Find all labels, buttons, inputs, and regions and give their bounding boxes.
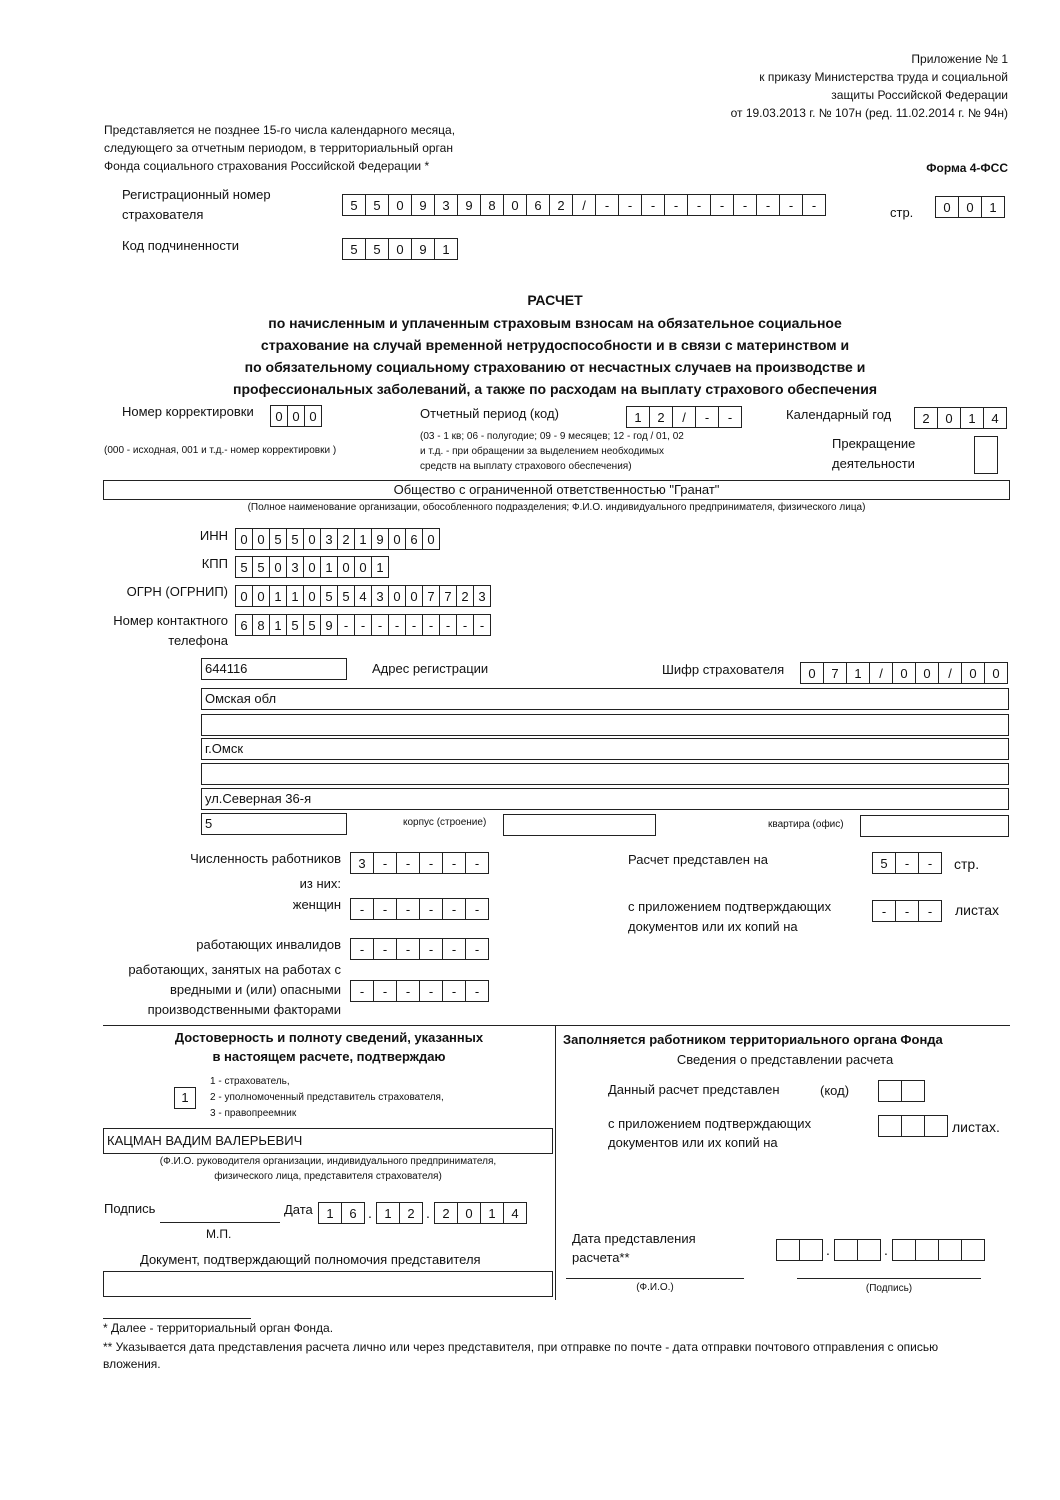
digit-cell[interactable]: [834, 1239, 858, 1261]
digit-cell[interactable]: 5: [342, 194, 366, 216]
digit-cell[interactable]: -: [895, 900, 919, 922]
digit-cell[interactable]: -: [350, 938, 374, 960]
digit-cell[interactable]: 0: [961, 662, 985, 684]
digit-cell[interactable]: /: [938, 662, 962, 684]
digit-cell[interactable]: 9: [371, 528, 389, 550]
fund-submitted-label: Данный расчет представлен: [608, 1082, 780, 1097]
digit-cell[interactable]: -: [872, 900, 896, 922]
fund-attach-label-1: с приложением подтверждающих: [608, 1116, 812, 1131]
hazardous-label-1: работающих, занятых на работах с: [128, 962, 341, 977]
cell-separator: .: [884, 1242, 888, 1258]
digit-cell[interactable]: 0: [984, 662, 1008, 684]
subordination-code[interactable]: [342, 238, 457, 260]
digit-cell[interactable]: 0: [388, 238, 412, 260]
period-code[interactable]: [626, 406, 741, 428]
termination-checkbox[interactable]: [974, 436, 998, 474]
digit-cell[interactable]: 9: [320, 614, 338, 636]
digit-cell[interactable]: -: [473, 614, 491, 636]
digit-cell[interactable]: [901, 1115, 925, 1137]
digit-cell[interactable]: -: [710, 194, 734, 216]
digit-cell[interactable]: 5: [342, 238, 366, 260]
footnote-2: ** Указывается дата представления расчета лично или через представителя, при отправке по почте - дата отправки почтового отправления с описью: [103, 1340, 939, 1354]
digit-cell[interactable]: -: [396, 980, 420, 1002]
fund-attach-count[interactable]: [878, 1115, 947, 1137]
registration-label-1: Регистрационный номер: [122, 187, 271, 202]
fund-subtitle: Сведения о представлении расчета: [676, 1052, 894, 1067]
digit-cell[interactable]: 0: [269, 556, 287, 578]
correction-label: Номер корректировки: [122, 404, 254, 419]
fund-sign-caption: (Подпись): [865, 1283, 913, 1294]
digit-cell[interactable]: 1: [269, 614, 287, 636]
digit-cell[interactable]: 2: [399, 1202, 423, 1224]
digit-cell[interactable]: -: [373, 938, 397, 960]
digit-cell[interactable]: 0: [235, 528, 253, 550]
digit-cell[interactable]: 0: [405, 585, 423, 607]
digit-cell[interactable]: 6: [405, 528, 423, 550]
signer-caption-1: (Ф.И.О. руководителя организации, индивидуального предпринимателя,: [159, 1156, 497, 1167]
digit-cell[interactable]: -: [779, 194, 803, 216]
digit-cell[interactable]: 0: [503, 194, 527, 216]
digit-cell[interactable]: -: [442, 852, 466, 874]
digit-cell[interactable]: 6: [235, 614, 253, 636]
digit-cell[interactable]: 5: [286, 614, 304, 636]
fund-title: Заполняется работником территориального органа Фонда: [563, 1032, 943, 1047]
form-title: РАСЧЕТ: [527, 292, 583, 308]
digit-cell[interactable]: 5: [252, 556, 270, 578]
fund-attach-label-2: документов или их копий на: [608, 1135, 778, 1150]
digit-cell[interactable]: [901, 1080, 925, 1102]
kpp-number[interactable]: [235, 556, 388, 578]
digit-cell[interactable]: 1: [480, 1202, 504, 1224]
digit-cell[interactable]: 3: [350, 852, 374, 874]
digit-cell[interactable]: 0: [388, 528, 406, 550]
ogrn-label: ОГРН (ОГРНИП): [126, 584, 228, 599]
attach-label-1: с приложением подтверждающих: [628, 899, 832, 914]
digit-cell[interactable]: 3: [286, 556, 304, 578]
digit-cell[interactable]: 5: [320, 585, 338, 607]
digit-cell[interactable]: -: [422, 614, 440, 636]
digit-cell[interactable]: 4: [354, 585, 372, 607]
digit-cell[interactable]: 2: [649, 406, 673, 428]
digit-cell[interactable]: -: [756, 194, 780, 216]
digit-cell[interactable]: 0: [388, 194, 412, 216]
form-title-line-2: страхование на случай временной нетрудоспособности и в связи с материнством и: [260, 337, 850, 353]
digit-cell[interactable]: -: [733, 194, 757, 216]
insurer-code[interactable]: [800, 662, 1007, 684]
appendix-line-1: Приложение № 1: [911, 52, 1008, 66]
digit-cell[interactable]: 5: [337, 585, 355, 607]
pages-unit: стр.: [954, 856, 980, 872]
digit-cell[interactable]: 1: [318, 1202, 342, 1224]
digit-cell[interactable]: [857, 1239, 881, 1261]
digit-cell[interactable]: 9: [411, 238, 435, 260]
building-field[interactable]: [503, 814, 656, 836]
digit-cell[interactable]: 0: [892, 662, 916, 684]
submission-note-3: Фонда социального страхования Российской Федерации *: [104, 159, 430, 173]
confirm-title-2: в настоящем расчете, подтверждаю: [212, 1049, 446, 1064]
pages-count[interactable]: [872, 852, 941, 874]
digit-cell[interactable]: -: [618, 194, 642, 216]
digit-cell[interactable]: 0: [937, 407, 961, 429]
digit-cell[interactable]: -: [419, 980, 443, 1002]
digit-cell[interactable]: 0: [235, 585, 253, 607]
signer-option-1: 1 - страхователь,: [210, 1076, 290, 1087]
form-name: Форма 4-ФСС: [926, 161, 1008, 175]
registration-number[interactable]: [342, 194, 825, 216]
digit-cell[interactable]: 0: [935, 196, 959, 218]
termination-label-2: деятельности: [832, 456, 915, 471]
attach-label-2: документов или их копий на: [628, 919, 798, 934]
digit-cell[interactable]: -: [354, 614, 372, 636]
signature-label: Подпись: [104, 1201, 156, 1216]
digit-cell[interactable]: -: [439, 614, 457, 636]
inn-number[interactable]: [235, 528, 439, 550]
digit-cell[interactable]: [915, 1239, 939, 1261]
digit-cell[interactable]: /: [869, 662, 893, 684]
digit-cell[interactable]: 0: [915, 662, 939, 684]
region-field[interactable]: Омская обл: [201, 688, 1009, 710]
digit-cell[interactable]: -: [373, 898, 397, 920]
stamp-label: М.П.: [206, 1227, 232, 1241]
digit-cell[interactable]: 3: [434, 194, 458, 216]
signer-option-3: 3 - правопреемник: [210, 1108, 297, 1119]
digit-cell[interactable]: -: [595, 194, 619, 216]
digit-cell[interactable]: -: [718, 406, 742, 428]
doc-label: Документ, подтверждающий полномочия представителя: [140, 1252, 481, 1267]
digit-cell[interactable]: -: [350, 898, 374, 920]
fund-fio-line[interactable]: [566, 1278, 744, 1279]
digit-cell[interactable]: -: [419, 852, 443, 874]
digit-cell[interactable]: [961, 1239, 985, 1261]
termination-label-1: Прекращение: [832, 436, 916, 451]
form-title-line-3: по обязательному социальному страхованию от несчастных случаев на производстве и: [244, 359, 866, 375]
digit-cell[interactable]: [878, 1080, 902, 1102]
women-label: женщин: [292, 897, 341, 912]
year-label: Календарный год: [786, 407, 892, 422]
digit-cell[interactable]: 1: [376, 1202, 400, 1224]
digit-cell[interactable]: 0: [958, 196, 982, 218]
section-vertical-divider: [555, 1025, 556, 1300]
organization-name[interactable]: Общество с ограниченной ответственностью "Гранат": [103, 480, 1010, 500]
form-title-line-1: по начисленным и уплаченным страховым взносам на обязательное социальное: [268, 315, 842, 331]
hazardous-label-3: производственными факторами: [147, 1002, 341, 1017]
doc-field[interactable]: [103, 1271, 553, 1297]
locality-field[interactable]: [201, 763, 1009, 785]
pages-label: Расчет представлен на: [628, 852, 768, 867]
digit-cell[interactable]: 0: [354, 556, 372, 578]
digit-cell[interactable]: 3: [371, 585, 389, 607]
cell-separator: .: [826, 1242, 830, 1258]
digit-cell[interactable]: 2: [914, 407, 938, 429]
phone-label-1: Номер контактного: [113, 613, 228, 628]
apartment-label: квартира (офис): [768, 819, 844, 830]
digit-cell[interactable]: 3: [473, 585, 491, 607]
digit-cell[interactable]: -: [396, 938, 420, 960]
digit-cell[interactable]: [892, 1239, 916, 1261]
digit-cell[interactable]: 1: [434, 238, 458, 260]
digit-cell[interactable]: 5: [365, 238, 389, 260]
inn-label: ИНН: [199, 528, 228, 543]
correction-note: (000 - исходная, 001 и т.д.- номер корректировки ): [104, 445, 337, 456]
digit-cell[interactable]: -: [695, 406, 719, 428]
correction-number[interactable]: [270, 405, 321, 427]
postcode-field[interactable]: 644116: [201, 658, 347, 680]
digit-cell[interactable]: -: [419, 898, 443, 920]
registration-label-2: страхователя: [122, 207, 204, 222]
digit-cell[interactable]: 3: [320, 528, 338, 550]
digit-cell[interactable]: -: [373, 980, 397, 1002]
digit-cell[interactable]: 0: [252, 585, 270, 607]
building-label: корпус (строение): [403, 817, 487, 828]
fund-date-label-1: Дата представления: [572, 1231, 696, 1246]
digit-cell[interactable]: 0: [303, 585, 321, 607]
digit-cell[interactable]: -: [442, 898, 466, 920]
digit-cell[interactable]: [799, 1239, 823, 1261]
digit-cell[interactable]: -: [918, 900, 942, 922]
digit-cell[interactable]: -: [371, 614, 389, 636]
digit-cell[interactable]: -: [641, 194, 665, 216]
fund-date[interactable]: [776, 1239, 984, 1261]
digit-cell[interactable]: 6: [526, 194, 550, 216]
fund-code[interactable]: [878, 1080, 924, 1102]
digit-cell[interactable]: [938, 1239, 962, 1261]
footnote-1: * Далее - территориальный орган Фонда.: [103, 1321, 334, 1335]
digit-cell[interactable]: 1: [846, 662, 870, 684]
of-them-label: из них:: [299, 876, 341, 891]
digit-cell[interactable]: 1: [269, 585, 287, 607]
ogrn-number[interactable]: [235, 585, 490, 607]
cell-separator: .: [368, 1205, 372, 1221]
appendix-line-2: к приказу Министерства труда и социальной: [759, 70, 1008, 84]
digit-cell[interactable]: 0: [388, 585, 406, 607]
period-note-2: и т.д. - при обращении за выделением необходимых: [420, 446, 664, 457]
digit-cell[interactable]: 5: [286, 528, 304, 550]
digit-cell[interactable]: -: [419, 938, 443, 960]
digit-cell[interactable]: 0: [800, 662, 824, 684]
digit-cell[interactable]: 0: [422, 528, 440, 550]
insurer-code-label: Шифр страхователя: [662, 662, 785, 677]
digit-cell[interactable]: [924, 1115, 948, 1137]
signer-code[interactable]: 1: [174, 1087, 196, 1109]
date-label: Дата: [284, 1202, 313, 1217]
digit-cell[interactable]: -: [664, 194, 688, 216]
section-divider: [103, 1025, 1010, 1026]
digit-cell[interactable]: -: [396, 852, 420, 874]
digit-cell[interactable]: 0: [270, 405, 288, 427]
digit-cell[interactable]: -: [337, 614, 355, 636]
digit-cell[interactable]: 5: [365, 194, 389, 216]
digit-cell[interactable]: 7: [439, 585, 457, 607]
phone-number[interactable]: [235, 614, 490, 636]
digit-cell[interactable]: 5: [235, 556, 253, 578]
submission-note-1: Представляется не позднее 15-го числа календарного месяца,: [104, 123, 456, 137]
digit-cell[interactable]: -: [465, 980, 489, 1002]
fund-code-label: (код): [820, 1083, 850, 1098]
women-count[interactable]: [350, 898, 488, 920]
digit-cell[interactable]: 2: [456, 585, 474, 607]
digit-cell[interactable]: -: [442, 980, 466, 1002]
digit-cell[interactable]: 2: [434, 1202, 458, 1224]
digit-cell[interactable]: -: [373, 852, 397, 874]
digit-cell[interactable]: -: [405, 614, 423, 636]
digit-cell[interactable]: 0: [337, 556, 355, 578]
page-label: стр.: [890, 205, 914, 220]
phone-label-2: телефона: [168, 633, 228, 648]
district-field[interactable]: [201, 714, 1009, 736]
digit-cell[interactable]: -: [465, 938, 489, 960]
digit-cell[interactable]: -: [687, 194, 711, 216]
digit-cell[interactable]: -: [465, 852, 489, 874]
confirm-title-1: Достоверность и полноту сведений, указанных: [174, 1030, 484, 1045]
attach-count[interactable]: [872, 900, 941, 922]
address-label: Адрес регистрации: [372, 661, 489, 676]
digit-cell[interactable]: 1: [960, 407, 984, 429]
fund-date-label-2: расчета**: [572, 1250, 630, 1265]
apartment-field[interactable]: [860, 815, 1009, 837]
signer-name[interactable]: КАЦМАН ВАДИМ ВАЛЕРЬЕВИЧ: [103, 1128, 553, 1154]
disabled-count[interactable]: [350, 938, 488, 960]
footnote-3: вложения.: [103, 1357, 161, 1371]
digit-cell[interactable]: 2: [337, 528, 355, 550]
digit-cell[interactable]: 2: [549, 194, 573, 216]
signature-line[interactable]: [160, 1222, 280, 1223]
fund-sign-line[interactable]: [797, 1278, 981, 1279]
digit-cell[interactable]: -: [396, 898, 420, 920]
digit-cell[interactable]: 5: [872, 852, 896, 874]
fund-fio-caption: (Ф.И.О.): [636, 1282, 674, 1293]
subordination-label: Код подчиненности: [122, 238, 240, 253]
calendar-year[interactable]: [914, 407, 1006, 429]
digit-cell[interactable]: 1: [371, 556, 389, 578]
digit-cell[interactable]: 1: [981, 196, 1005, 218]
digit-cell[interactable]: 5: [269, 528, 287, 550]
digit-cell[interactable]: -: [465, 898, 489, 920]
hazardous-label-2: вредными и (или) опасными: [170, 982, 341, 997]
hazardous-count[interactable]: [350, 980, 488, 1002]
street-field[interactable]: ул.Северная 36-я: [201, 788, 1009, 810]
sign-date[interactable]: [318, 1202, 526, 1224]
cell-separator: .: [426, 1205, 430, 1221]
digit-cell[interactable]: 4: [983, 407, 1007, 429]
digit-cell[interactable]: 9: [457, 194, 481, 216]
attach-unit: листах: [955, 902, 1000, 918]
digit-cell[interactable]: 0: [252, 528, 270, 550]
period-note-3: средств на выплату страхового обеспечения): [420, 461, 632, 472]
workers-count-label: Численность работников: [190, 851, 341, 866]
digit-cell[interactable]: 0: [457, 1202, 481, 1224]
workers-count[interactable]: [350, 852, 488, 874]
digit-cell[interactable]: 5: [303, 614, 321, 636]
digit-cell[interactable]: 0: [304, 405, 322, 427]
digit-cell[interactable]: 8: [480, 194, 504, 216]
house-field[interactable]: 5: [201, 813, 347, 835]
digit-cell[interactable]: 1: [626, 406, 650, 428]
disabled-label: работающих инвалидов: [196, 937, 341, 952]
digit-cell[interactable]: 0: [303, 528, 321, 550]
submission-note-2: следующего за отчетным периодом, в территориальный орган: [104, 141, 453, 155]
digit-cell[interactable]: 7: [823, 662, 847, 684]
digit-cell[interactable]: /: [672, 406, 696, 428]
organization-caption: (Полное наименование организации, обособленного подразделения; Ф.И.О. индивидуального предпринимателя, физического лица): [247, 502, 866, 513]
footnote-rule: [103, 1318, 251, 1319]
appendix-line-4: от 19.03.2013 г. № 107н (ред. 11.02.2014 г. № 94н): [730, 106, 1008, 120]
fund-attach-unit: листах.: [952, 1119, 1000, 1135]
digit-cell[interactable]: -: [802, 194, 826, 216]
signer-caption-2: физического лица, представителя страхователя): [214, 1171, 442, 1182]
digit-cell[interactable]: /: [572, 194, 596, 216]
digit-cell[interactable]: -: [895, 852, 919, 874]
digit-cell[interactable]: 8: [252, 614, 270, 636]
signer-option-2: 2 - уполномоченный представитель страхователя,: [210, 1092, 444, 1103]
city-field[interactable]: г.Омск: [201, 738, 1009, 760]
digit-cell[interactable]: 6: [341, 1202, 365, 1224]
digit-cell[interactable]: -: [918, 852, 942, 874]
digit-cell[interactable]: 7: [422, 585, 440, 607]
digit-cell[interactable]: [878, 1115, 902, 1137]
digit-cell[interactable]: -: [350, 980, 374, 1002]
digit-cell[interactable]: -: [388, 614, 406, 636]
period-label: Отчетный период (код): [420, 406, 559, 421]
period-note-1: (03 - 1 кв; 06 - полугодие; 09 - 9 месяцев; 12 - год / 01, 02: [420, 431, 684, 442]
digit-cell[interactable]: -: [442, 938, 466, 960]
form-title-line-4: профессиональных заболеваний, а также по расходам на выплату страхового обеспечения: [232, 381, 878, 397]
page-number[interactable]: [935, 196, 1004, 218]
kpp-label: КПП: [201, 556, 228, 571]
digit-cell[interactable]: 1: [286, 585, 304, 607]
digit-cell[interactable]: 1: [354, 528, 372, 550]
digit-cell[interactable]: 1: [320, 556, 338, 578]
digit-cell[interactable]: 0: [287, 405, 305, 427]
appendix-line-3: защиты Российской Федерации: [831, 88, 1008, 102]
digit-cell[interactable]: 4: [503, 1202, 527, 1224]
digit-cell[interactable]: 9: [411, 194, 435, 216]
digit-cell[interactable]: 0: [303, 556, 321, 578]
digit-cell[interactable]: -: [456, 614, 474, 636]
digit-cell[interactable]: [776, 1239, 800, 1261]
